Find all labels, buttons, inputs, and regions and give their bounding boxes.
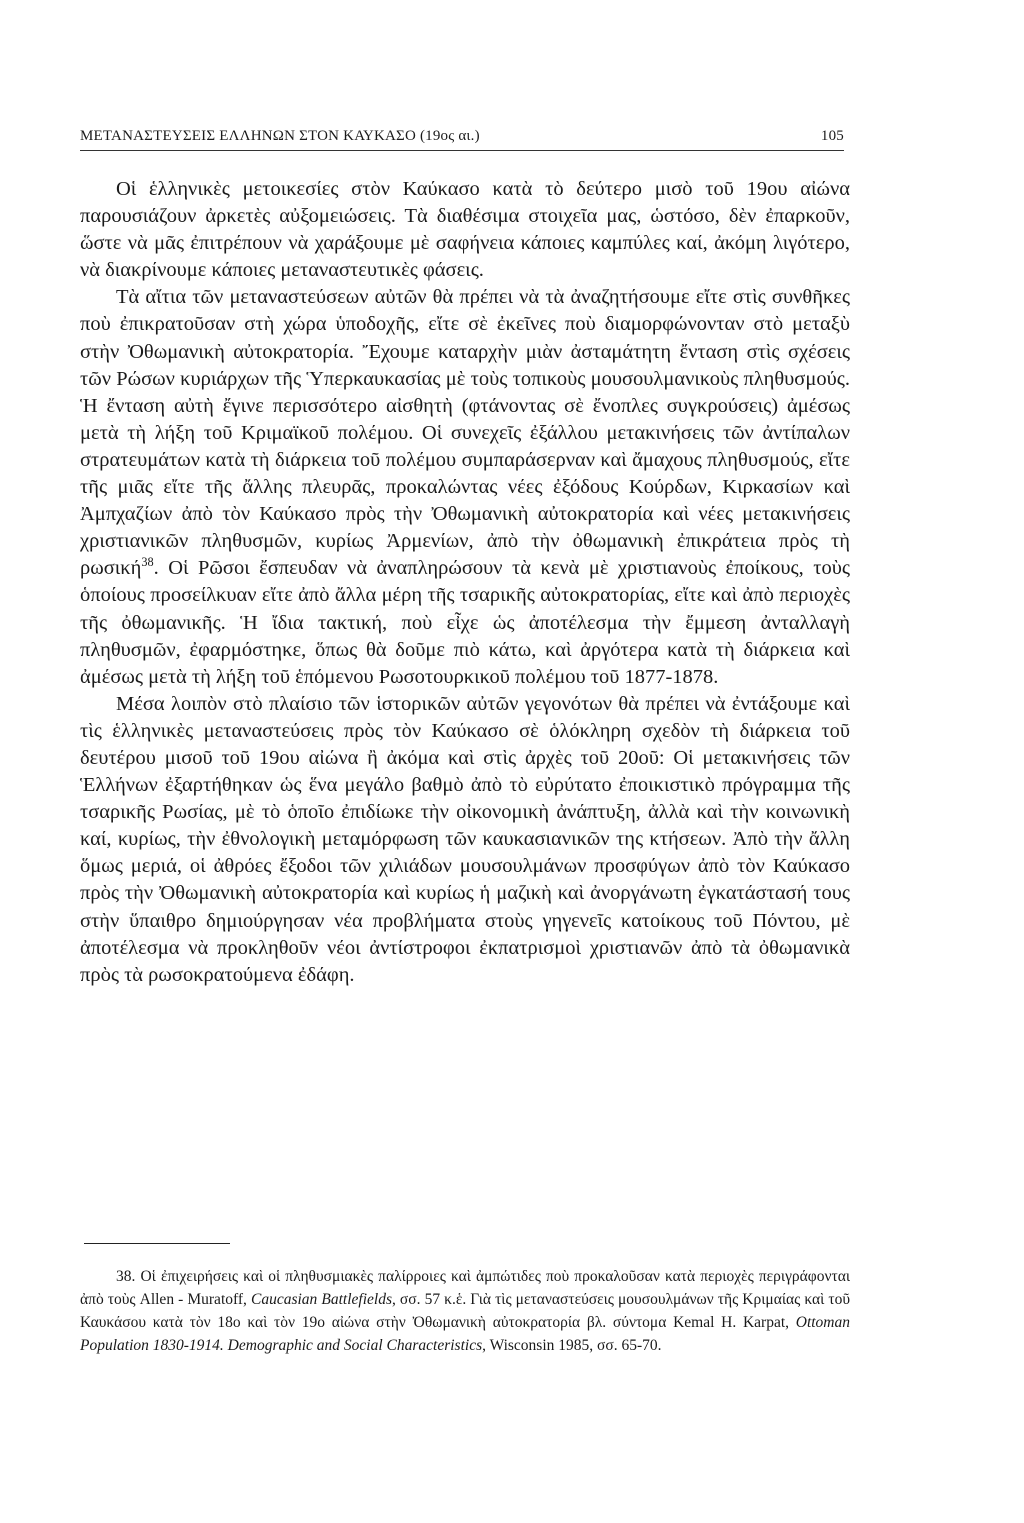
footnote-reference: 38 <box>141 555 154 570</box>
paragraph-2-part-b: . Οἱ Ρῶσοι ἔσπευδαν νὰ ἀναπληρώσουν τὰ κενὰ μὲ χριστιανοὺς ἐποίκους, τοὺς ὁποίους προσείλκυαν εἴτε ἀπὸ ἄλλα μέρη τῆς τσαρικῆς αὐτοκρατορίας, εἴτε καὶ ἀπὸ περιοχὲς τῆς ὀθωμανικῆς. Ἡ ἴδια τακτική, ποὺ εἶχε ὡς ἀποτέλεσμα τὴν ἔμμεση ἀνταλλαγὴ πληθυσμῶν, ἐφαρμόστηκε, ὅπως θὰ δοῦμε πιὸ κάτω, καὶ ἀργότερα κατὰ τὴ διάρκεια καὶ ἀμέσως μετὰ τὴ λήξη τοῦ ἑπόμενου Ρωσοτουρκικοῦ πολέμου τοῦ 1877-1878. <box>80 557 850 688</box>
footnote-text-b: , σσ. 57 κ.ἑ. Γιὰ τὶς μεταναστεύσεις μουσουλμάνων τῆς Κριμαίας καὶ τοῦ Καυκάσου κατὰ τὸν 18ο καὶ τὸν 19ο αἰώνα στὴν Ὀθωμανικὴ αὐτοκρατορία βλ. σύντομα Kemal H. Karpat, <box>80 1291 851 1331</box>
footnote-text-a: Οἱ ἐπιχειρήσεις καὶ οἱ πληθυσμιακὲς παλίρροιες καὶ ἀμπώτιδες ποὺ προκαλοῦσαν κατὰ περιοχὲς περιγράφονται ἀπὸ τοὺς Allen - Muratoff, <box>80 1268 850 1308</box>
footnote-number: 38. <box>116 1268 136 1285</box>
footnote-text-c: , Wisconsin 1985, σσ. 65-70. <box>482 1337 662 1354</box>
paragraph-3: Μέσα λοιπὸν στὸ πλαίσιο τῶν ἱστορικῶν αὐτῶν γεγονότων θὰ πρέπει νὰ ἐντάξουμε καὶ τὶς ἑλληνικὲς μεταναστεύσεις πρὸς τὸν Καύκασο σὲ ὁλόκληρη σχεδὸν τὴ διάρκεια τοῦ δευτέρου μισοῦ τοῦ 19ου αἰώνα ἢ ἀκόμα καὶ στὶς ἀρχὲς τοῦ 20οῦ: Οἱ μετακινήσεις τῶν Ἑλλήνων ἐξαρτήθηκαν ὡς ἕνα μεγάλο βαθμὸ ἀπὸ τὸ εὐρύτατο ἐποικιστικὸ πρόγραμμα τῆς τσαρικῆς Ρωσίας, μὲ τὸ ὁποῖο ἐπιδίωκε τὴν οἰκονομικὴ ἀνάπτυξη, ἀλλὰ καὶ τὴν κοινωνικὴ καί, κυρίως, τὴν ἐθνολογικὴ μεταμόρφωση τῶν καυκασιανικῶν της κτήσεων. Ἀπὸ τὴν ἄλλη ὅμως μεριά, οἱ ἀθρόες ἔξοδοι τῶν χιλιάδων μουσουλμάνων προσφύγων ἀπὸ τὸν Καύκασο πρὸς τὴν Ὀθωμανικὴ αὐτοκρατορία καὶ κυρίως ἡ μαζικὴ καὶ ἀνοργάνωτη ἐγκατάστασή τους στὴν ὕπαιθρο δημιούργησαν νέα προβλήματα στοὺς γηγενεῖς κατοίκους τοῦ Πόντου, μὲ ἀποτέλεσμα νὰ προκληθοῦν νέοι ἀντίστροφοι ἐκπατρισμοὶ χριστιανῶν ἀπὸ τὰ ὀθωμανικὰ πρὸς τὰ ρωσοκρατούμενα ἐδάφη. <box>80 692 850 986</box>
footnote <box>80 1265 850 1357</box>
page-number: 105 <box>820 128 844 144</box>
footnote-38 <box>80 1265 850 1357</box>
paragraph-2 <box>80 284 850 690</box>
paragraph-1: Οἱ ἑλληνικὲς μετοικεσίες στὸν Καύκασο κατὰ τὸ δεύτερο μισὸ τοῦ 19ου αἰώνα παρουσιάζουν ἀρκετὲς αὐξομειώσεις. Τὰ διαθέσιμα στοιχεῖα μας, ὡστόσο, δὲν ἐπαρκοῦν, ὥστε νὰ μᾶς ἐπιτρέπουν νὰ χαράξουμε μὲ σαφήνεια κάποιες καμπύλες καί, ἀκόμη λιγότερο, νὰ διακρίνουμε κάποιες μεταναστευτικὲς φάσεις. <box>80 178 850 282</box>
footnote-title-2: Ottoman Population 1830-1914. Demographic and Social Characteristics <box>80 1314 850 1354</box>
running-header <box>80 128 844 148</box>
header-rule <box>80 150 844 151</box>
body-text <box>80 176 850 989</box>
paragraph-2-part-a: Τὰ αἴτια τῶν μεταναστεύσεων αὐτῶν θὰ πρέπει νὰ τὰ ἀναζητήσουμε εἴτε στὶς συνθῆκες ποὺ ἐπικρατοῦσαν στὴ χώρα ὑποδοχῆς, εἴτε σὲ ἐκεῖνες ποὺ διαμορφώνονταν στὸ μεταξὺ στὴν Ὀθωμανικὴ αὐτοκρατορία. Ἔχουμε καταρχὴν μιὰν ἀσταμάτητη ἔνταση στὶς σχέσεις τῶν Ρώσων κυριάρχων τῆς Ὑπερκαυκασίας μὲ τοὺς τοπικοὺς μουσουλμανικοὺς πληθυσμούς. Ἡ ἔνταση αὐτὴ ἔγινε περισσότερο αἰσθητὴ (φτάνοντας σὲ ἔνοπλες συγκρούσεις) ἀμέσως μετὰ τὴ λήξη τοῦ Κριμαϊκοῦ πολέμου. Οἱ συνεχεῖς ἐξάλλου μετακινήσεις τῶν ἀντίπαλων στρατευμάτων κατὰ τὴ διάρκεια τοῦ πολέμου συμπαράσερναν καὶ ἄμαχους πληθυσμούς, εἴτε τῆς μιᾶς εἴτε τῆς ἄλλης πλευρᾶς, προκαλώντας νέες ἐξόδους Κούρδων, Κιρκασίων καὶ Ἀμπχαζίων ἀπὸ τὸν Καύκασο πρὸς τὴν Ὀθωμανικὴ αὐτοκρατορία καὶ νέες μετακινήσεις χριστιανικῶν πληθυσμῶν, κυρίως Ἀρμενίων, ἀπὸ τὴν ὀθωμανικὴ ἐπικράτεια πρὸς τὴ ρωσική <box>80 286 850 580</box>
footnote-rule <box>84 1243 230 1244</box>
running-title: ΜΕΤΑΝΑΣΤΕΥΣΕΙΣ ΕΛΛΗΝΩΝ ΣΤΟΝ ΚΑΥΚΑΣΟ (19ος αι.) <box>80 128 480 144</box>
footnote-title-1: Caucasian Battlefields <box>251 1291 392 1308</box>
